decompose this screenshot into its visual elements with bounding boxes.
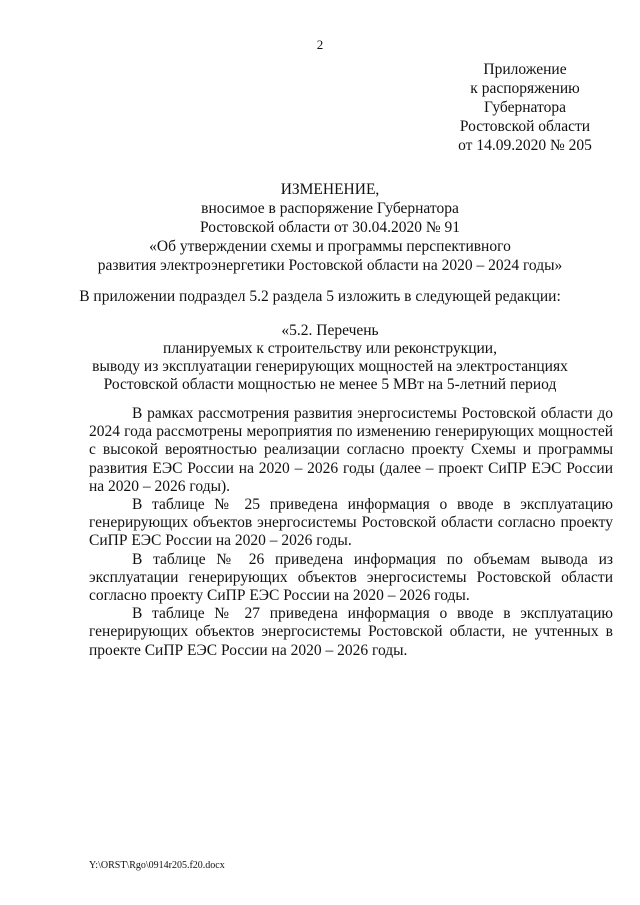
body-text bbox=[89, 405, 613, 660]
subsection-line: «5.2. Перечень bbox=[281, 322, 379, 339]
subsection-heading bbox=[80, 322, 580, 394]
title-line: вносимое в распоряжение Губернатора bbox=[201, 200, 459, 217]
appendix-line: к распоряжению bbox=[470, 80, 580, 97]
paragraph: В рамках рассмотрения развития энергосистемы Ростовской области до 2024 года рассмотрены мероприятия по изменению генерирующих мощностей с высокой вероятностью реализации согласно проекту Схемы и программы развития ЕЭС России на 2020 – 2026 годы (далее – проект СиПР ЕЭС России на 2020 – 2026 годы). bbox=[89, 405, 613, 495]
title-line: Ростовской области от 30.04.2020 № 91 bbox=[199, 219, 460, 236]
appendix-line: Губернатора bbox=[484, 99, 566, 116]
title-line: развития электроэнергетики Ростовской области на 2020 – 2024 годы» bbox=[97, 257, 563, 274]
intro-instruction: В приложении подраздел 5.2 раздела 5 изложить в следующей редакции: bbox=[79, 288, 561, 305]
appendix-date-line: от 14.09.2020 № 205 bbox=[458, 137, 592, 154]
appendix-line: Приложение bbox=[483, 61, 567, 78]
subsection-line: выводу из эксплуатации генерирующих мощностей на электростанциях bbox=[92, 358, 568, 375]
paragraph: В таблице № 25 приведена информация о вводе в эксплуатацию генерирующих объектов энергосистемы Ростовской области согласно проекту СиПР ЕЭС России на 2020 – 2026 годы. bbox=[89, 496, 613, 550]
appendix-block bbox=[430, 60, 620, 155]
title-line: «Об утверждении схемы и программы перспективного bbox=[149, 238, 511, 255]
title-heading: ИЗМЕНЕНИЕ, bbox=[280, 181, 380, 198]
document-title bbox=[60, 180, 600, 275]
paragraph: В таблице № 26 приведена информация по объемам вывода из эксплуатации генерирующих объектов энергосистемы Ростовской области согласно проекту СиПР ЕЭС России на 2020 – 2026 годы. bbox=[89, 550, 613, 605]
paragraph: В таблице № 27 приведена информация о вводе в эксплуатацию генерирующих объектов энергосистемы Ростовской области, не учтенных в проекте СиПР ЕЭС России на 2020 – 2026 годы. bbox=[89, 605, 613, 659]
page-number: 2 bbox=[316, 37, 324, 52]
footer-file-path: Y:\ORST\Rgo\0914r205.f20.docx bbox=[89, 860, 225, 871]
appendix-line: Ростовской области bbox=[459, 118, 591, 135]
subsection-line: планируемых к строительству или реконструкции, bbox=[163, 340, 497, 357]
subsection-line: Ростовской области мощностью не менее 5 МВт на 5-летний период bbox=[103, 376, 557, 393]
